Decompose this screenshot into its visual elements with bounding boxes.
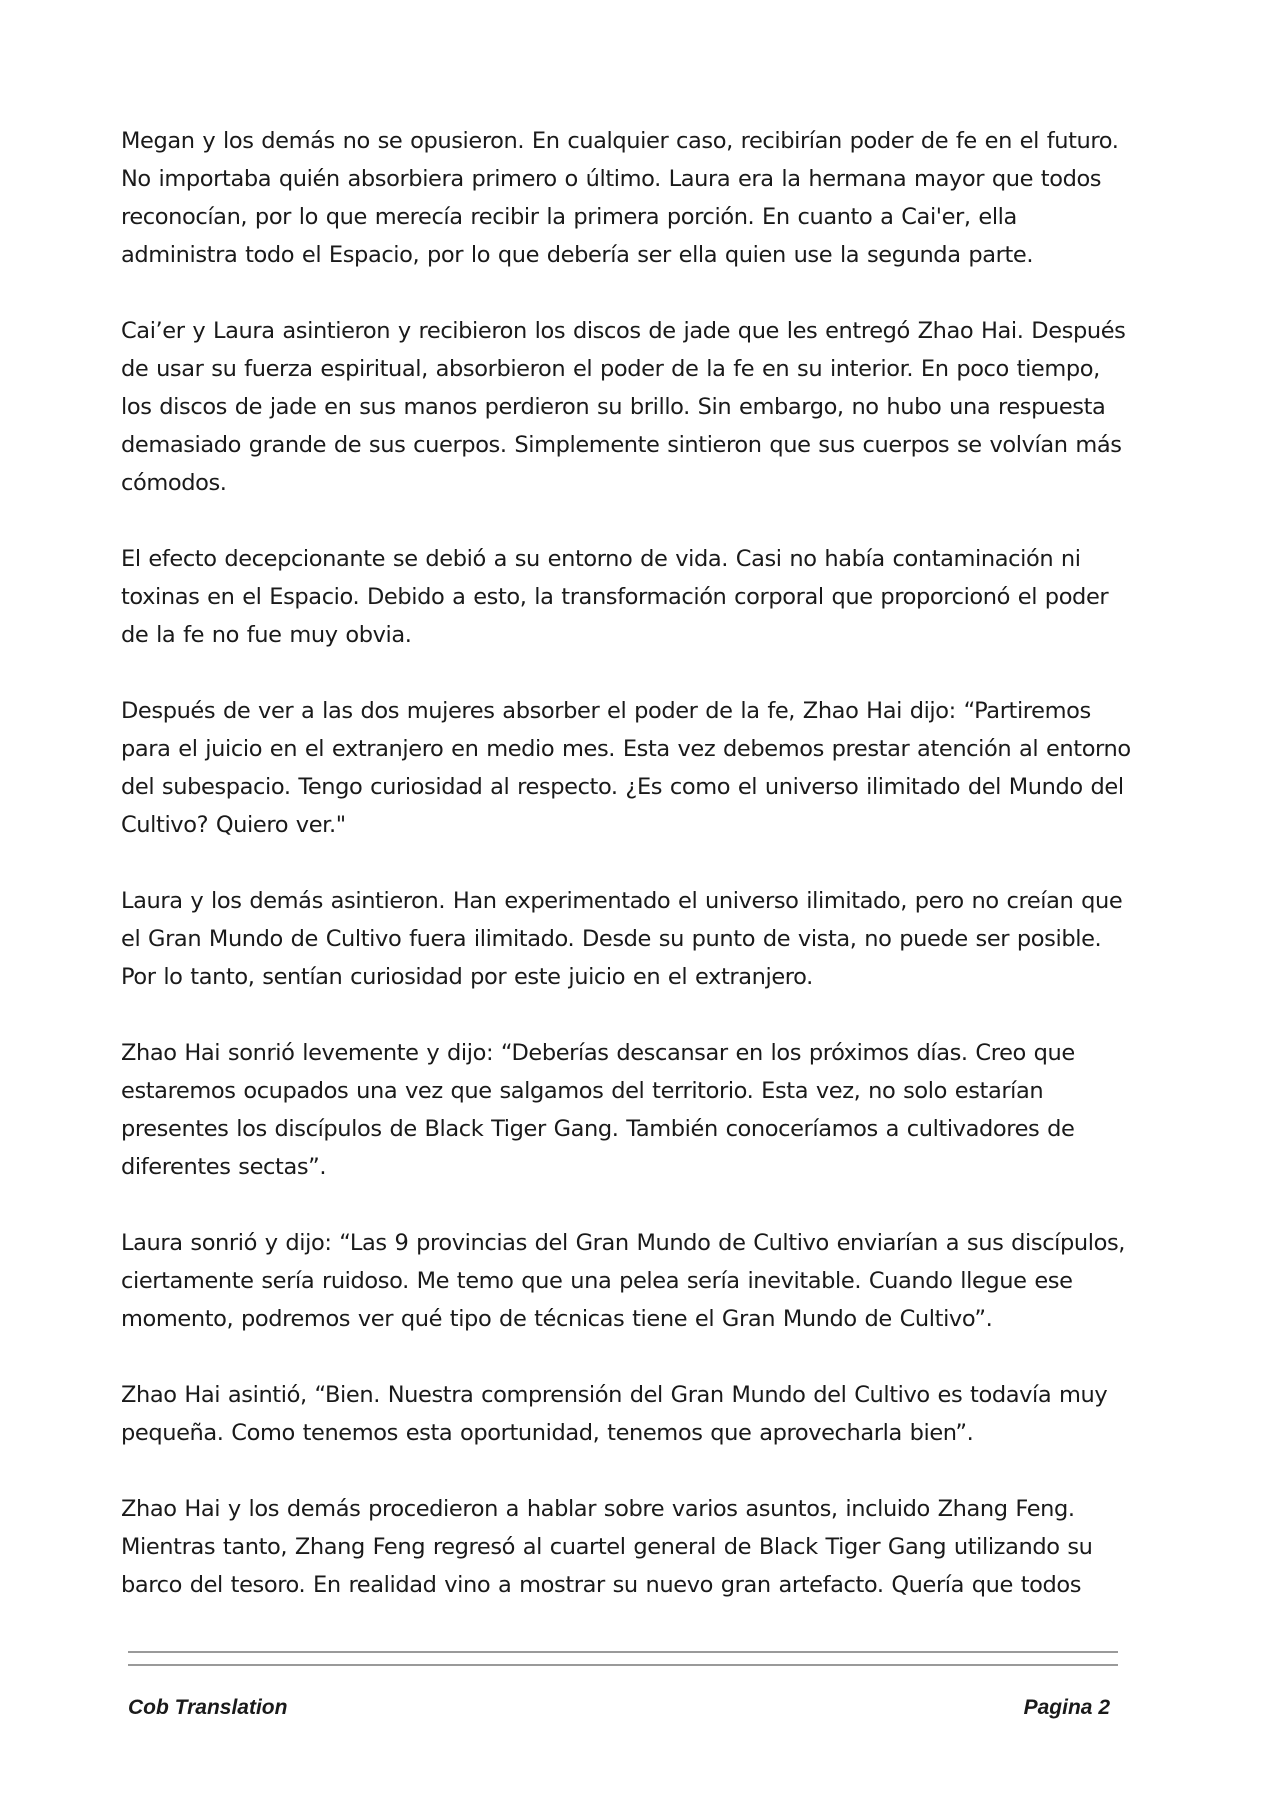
footer-translator-credit: Cob Translation: [128, 1696, 288, 1719]
document-body: [121, 122, 1131, 1604]
paragraph-3: El efecto decepcionante se debió a su entorno de vida. Casi no había contaminación ni toxinas en el Espacio. Debido a esto, la transformación corporal que proporcionó el poder de la fe no fue muy obvia.: [121, 546, 1109, 648]
paragraph-7: Laura sonrió y dijo: “Las 9 provincias del Gran Mundo de Cultivo enviarían a sus discípulos, ciertamente sería ruidoso. Me temo que una pelea sería inevitable. Cuando llegue ese momento, podremos ver qué tipo de técnicas tiene el Gran Mundo de Cultivo”.: [121, 1230, 1126, 1332]
paragraph-8: Zhao Hai asintió, “Bien. Nuestra comprensión del Gran Mundo del Cultivo es todavía muy pequeña. Como tenemos esta oportunidad, tenemos que aprovecharla bien”.: [121, 1382, 1108, 1446]
paragraph-6: Zhao Hai sonrió levemente y dijo: “Deberías descansar en los próximos días. Creo que estaremos ocupados una vez que salgamos del territorio. Esta vez, no solo estarían presentes los discípulos de Black Tiger Gang. También conoceríamos a cultivadores de diferentes sectas”.: [121, 1040, 1075, 1180]
paragraph-9: Zhao Hai y los demás procedieron a hablar sobre varios asuntos, incluido Zhang Feng. Mientras tanto, Zhang Feng regresó al cuartel general de Black Tiger Gang utilizando su barco del tesoro. En realidad vino a mostrar su nuevo gran artefacto. Quería que todos: [121, 1496, 1093, 1598]
paragraph-4: Después de ver a las dos mujeres absorber el poder de la fe, Zhao Hai dijo: “Partiremos para el juicio en el extranjero en medio mes. Esta vez debemos prestar atención al entorno del subespacio. Tengo curiosidad al respecto. ¿Es como el universo ilimitado del Mundo del Cultivo? Quiero ver.": [121, 698, 1131, 838]
footer-page-number: Pagina 2: [1023, 1696, 1110, 1719]
paragraph-1: Megan y los demás no se opusieron. En cualquier caso, recibirían poder de fe en el futuro. No importaba quién absorbiera primero o último. Laura era la hermana mayor que todos reconocían, por lo que merecía recibir la primera porción. En cuanto a Cai'er, ella administra todo el Espacio, por lo que debería ser ella quien use la segunda parte.: [121, 128, 1119, 268]
paragraph-2: Cai’er y Laura asintieron y recibieron los discos de jade que les entregó Zhao Hai. Después de usar su fuerza espiritual, absorbieron el poder de la fe en su interior. En poco tiempo, los discos de jade en sus manos perdieron su brillo. Sin embargo, no hubo una respuesta demasiado grande de sus cuerpos. Simplemente sintieron que sus cuerpos se volvían más cómodos.: [121, 318, 1126, 496]
paragraph-5: Laura y los demás asintieron. Han experimentado el universo ilimitado, pero no creían que el Gran Mundo de Cultivo fuera ilimitado. Desde su punto de vista, no puede ser posible. Por lo tanto, sentían curiosidad por este juicio en el extranjero.: [121, 888, 1123, 990]
footer-divider-bottom: [128, 1664, 1118, 1666]
footer-divider-top: [128, 1651, 1118, 1653]
